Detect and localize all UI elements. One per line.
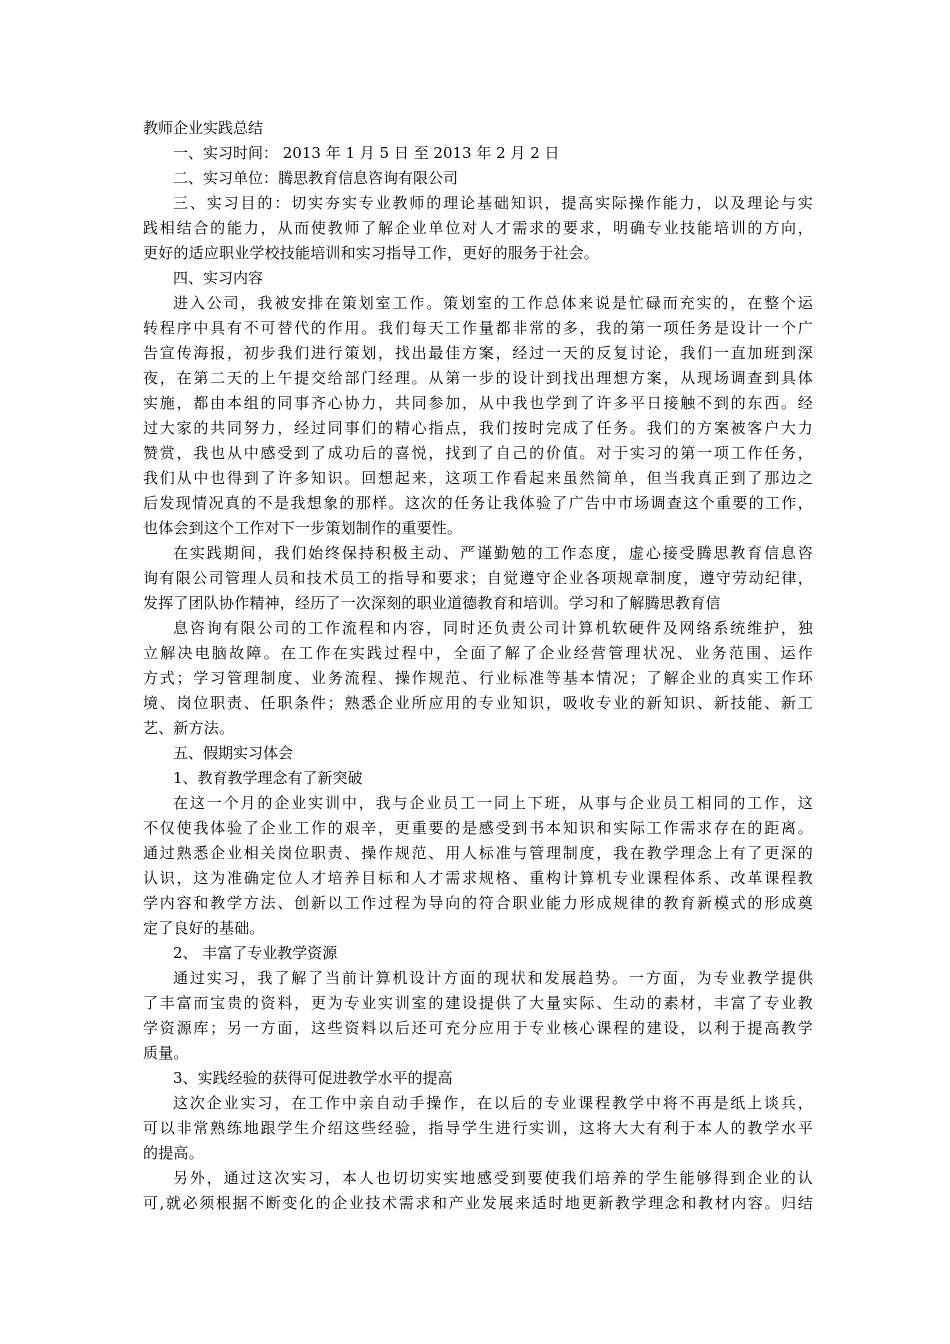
paragraph-line: 过大家的共同努力，经过同事们的精心指点，我们按时完成了任务。我们的方案被客户大力	[143, 419, 813, 437]
paragraph-line: 后发现情况真的不是我想象的那样。这次的任务让我体验了广告中市场调查这个重要的工作，	[143, 494, 813, 512]
paragraph-line: 立解决电脑故障。在工作在实践过程中，全面了解了企业经营管理状况、业务范围、运作	[143, 644, 813, 662]
paragraph-line: 在这一个月的企业实训中，我与企业员工一同上下班，从事与企业员工相同的工作，这	[173, 794, 813, 812]
section-heading: 五、假期实习体会	[173, 744, 294, 762]
paragraph-line: 学资源库；另一方面，这些资料以后还可充分应用于专业核心课程的建设，以利于提高教学	[143, 1019, 813, 1037]
paragraph-line: 息咨询有限公司的工作流程和内容，同时还负责公司计算机软硬件及网络系统维护，独	[173, 619, 813, 637]
document-body	[143, 141, 813, 1216]
paragraph-line: 转程序中具有不可替代的作用。我们每天工作量都非常的多，我的第一项任务是设计一个广	[143, 319, 813, 337]
paragraph-line: 认识，这为准确定位人才培养目标和人才需求规格、重构计算机专业课程体系、改革课程教	[143, 869, 813, 887]
paragraph-line: 学内容和教学方法、创新以工作过程为导向的符合职业能力形成规律的教育新模式的形成奠	[143, 894, 813, 912]
paragraph-line: 艺、新方法。	[143, 719, 235, 737]
paragraph-line: 实施，都由本组的同事齐心协力，共同参加，从中我也学到了许多平日接触不到的东西。经	[143, 394, 813, 412]
section-heading: 2、 丰富了专业教学资源	[173, 944, 338, 962]
paragraph-line: 另外，通过这次实习，本人也切切实实地感受到要使我们培养的学生能够得到企业的认	[173, 1169, 813, 1187]
paragraph-line: 践相结合的能力，从而使教师了解企业单位对人才需求的要求，明确专业技能培训的方向，	[143, 219, 813, 237]
paragraph-line: 在实践期间，我们始终保持积极主动、严谨勤勉的工作态度，虚心接受腾思教育信息咨	[173, 544, 813, 562]
paragraph-line: 我们从中也得到了许多知识。回想起来，这项工作看起来虽然简单，但当我真正到了那边之	[143, 469, 813, 487]
paragraph-line: 也体会到这个工作对下一步策划制作的重要性。	[143, 519, 463, 537]
paragraph-line: 这次企业实习，在工作中亲自动手操作，在以后的专业课程教学中将不再是纸上谈兵，	[173, 1094, 813, 1112]
section-heading: 四、实习内容	[173, 269, 264, 287]
paragraph-line: 发挥了团队协作精神，经历了一次深刻的职业道德教育和培训。学习和了解腾思教育信	[143, 594, 721, 612]
document-title: 教师企业实践总结	[143, 119, 264, 137]
paragraph-line: 进入公司，我被安排在策划室工作。策划室的工作总体来说是忙碌而充实的，在整个运	[173, 294, 813, 312]
paragraph-line: 方式；学习管理制度、业务流程、操作规范、行业标准等基本情况；了解企业的真实工作环	[143, 669, 813, 687]
paragraph-line: 可以非常熟练地跟学生介绍这些经验，指导学生进行实训，这将大大有利于本人的教学水平	[143, 1119, 813, 1137]
paragraph-line: 可,就必须根据不断变化的企业技术需求和产业发展来适时地更新教学理念和教材内容。归结	[143, 1194, 813, 1212]
paragraph-line: 赞赏，我也从中感受到了成功后的喜悦，找到了自己的价值。对于实习的第一项工作任务，	[143, 444, 813, 462]
section-heading: 3、实践经验的获得可促进教学水平的提高	[173, 1069, 453, 1087]
paragraph-line: 不仅使我体验了企业工作的艰辛，更重要的是感受到书本知识和实际工作需求存在的距离。	[143, 819, 813, 837]
section-heading: 一、实习时间： 2013 年 1 月 5 日 至 2013 年 2 月 2 日	[173, 144, 560, 162]
document-page	[143, 116, 813, 1216]
paragraph-line: 夜，在第二天的上午提交给部门经理。从第一步的设计到找出理想方案，从现场调查到具体	[143, 369, 813, 387]
paragraph-line: 境、岗位职责、任职条件；熟悉企业所应用的专业知识，吸收专业的新知识、新技能、新工	[143, 694, 813, 712]
section-heading: 1、教育教学理念有了新突破	[173, 769, 363, 787]
paragraph-line: 通过实习，我了解了当前计算机设计方面的现状和发展趋势。一方面，为专业教学提供	[173, 969, 813, 987]
paragraph-line: 告宣传海报，初步我们进行策划，找出最佳方案，经过一天的反复讨论，我们一直加班到深	[143, 344, 813, 362]
paragraph-line: 三、实习目的：切实夯实专业教师的理论基础知识，提高实际操作能力，以及理论与实	[173, 194, 813, 212]
paragraph-line: 通过熟悉企业相关岗位职责、操作规范、用人标准与管理制度，我在教学理念上有了更深的	[143, 844, 813, 862]
paragraph-line: 质量。	[143, 1044, 189, 1062]
paragraph-line: 询有限公司管理人员和技术员工的指导和要求；自觉遵守企业各项规章制度，遵守劳动纪律，	[143, 569, 813, 587]
paragraph-line: 了丰富而宝贵的资料，更为专业实训室的建设提供了大量实际、生动的素材，丰富了专业教	[143, 994, 813, 1012]
paragraph-line: 更好的适应职业学校技能培训和实习指导工作，更好的服务于社会。	[143, 244, 600, 262]
paragraph-line: 定了良好的基础。	[143, 919, 265, 937]
paragraph-line: 的提高。	[143, 1144, 204, 1162]
section-heading: 二、实习单位：腾思教育信息咨询有限公司	[173, 169, 459, 187]
